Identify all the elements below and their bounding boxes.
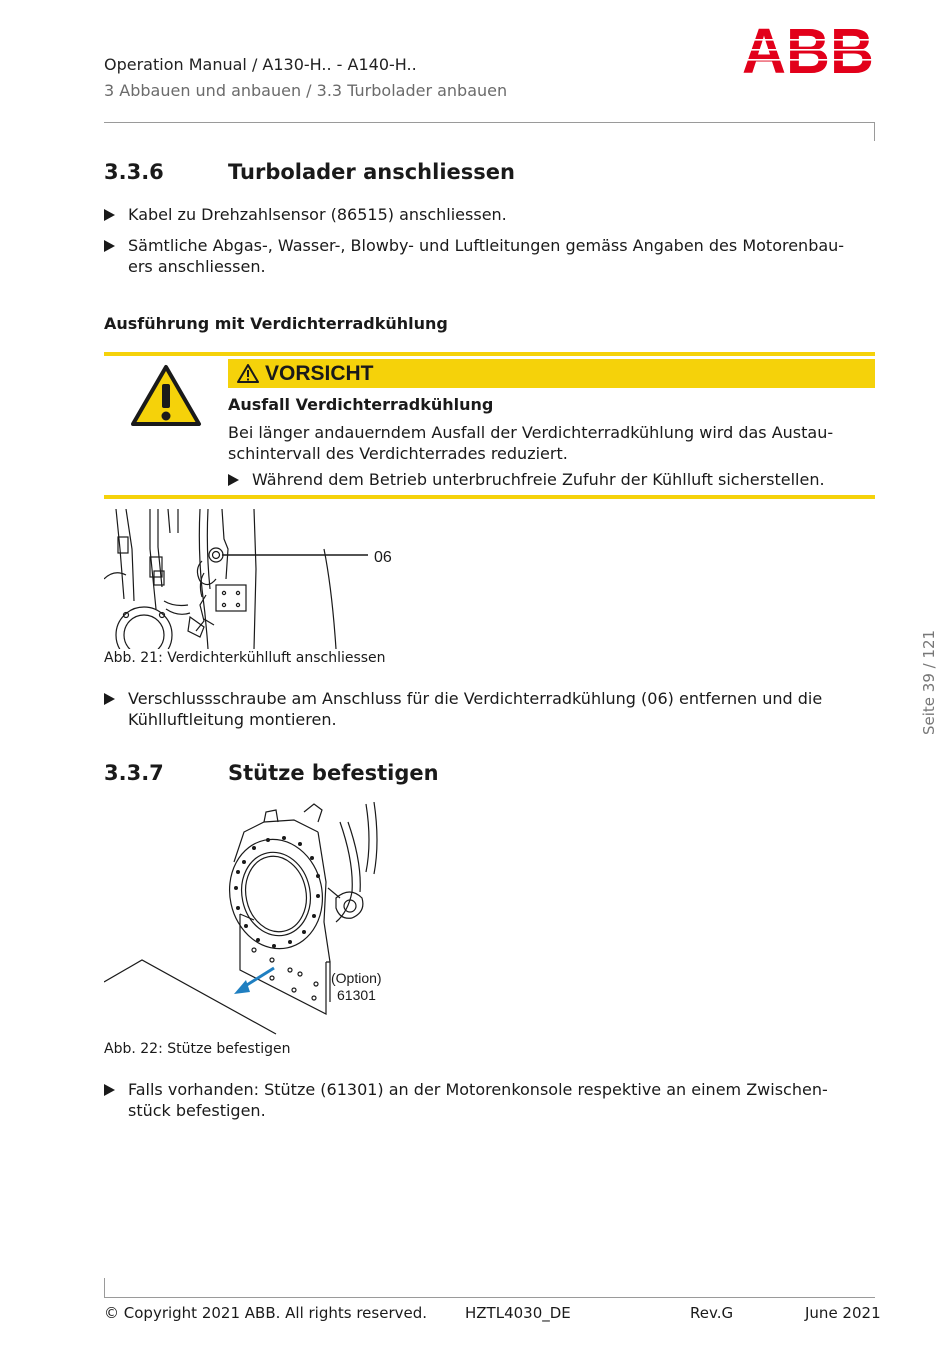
figure-21-caption: Abb. 21: Verdichterkühlluft anschliessen (104, 650, 386, 666)
figure-22-callout-option: (Option) (331, 970, 382, 986)
bullet-text: Sämtliche Abgas-, Wasser-, Blowby- und Luftleitungen gemäss Angaben des Motorenbau- (128, 236, 845, 255)
warning-action (228, 469, 873, 491)
warning-title: Ausfall Verdichterradkühlung (228, 395, 494, 414)
bullet-text: Verschlussschraube am Anschluss für die Verdichterradkühlung (06) entfernen und die (128, 689, 823, 708)
bullet-arrow-icon (104, 209, 115, 221)
footer-revision: Rev.G (690, 1304, 734, 1322)
bullet-text-continued: Kühlluftleitung montieren. (128, 710, 337, 729)
warning-triangle-icon (130, 364, 202, 428)
bullet-text: Falls vorhanden: Stütze (61301) an der Motorenkonsole respektive an einem Zwischen- (128, 1080, 828, 1099)
bullet-arrow-icon (104, 240, 115, 252)
section-title: Stütze befestigen (228, 761, 439, 785)
warning-action-text: Während dem Betrieb unterbruchfreie Zufuhr der Kühlluft sicherstellen. (252, 470, 825, 489)
warning-text-line: schintervall des Verdichterrades reduziert. (228, 444, 568, 463)
footer-rule-tick (104, 1278, 105, 1297)
warning-small-icon (236, 363, 260, 384)
figure-22-caption: Abb. 22: Stütze befestigen (104, 1041, 291, 1057)
warning-bottom-rule (104, 495, 875, 499)
figure-22-drawing (104, 802, 404, 1042)
footer-rule (104, 1297, 875, 1298)
section-number: 3.3.6 (104, 160, 164, 184)
warning-label: VORSICHT (265, 362, 374, 385)
header-rule-tick (874, 122, 875, 141)
section-number: 3.3.7 (104, 761, 164, 785)
section-title: Turbolader anschliessen (228, 160, 515, 184)
bullet-text-continued: ers anschliessen. (128, 257, 266, 276)
warning-text-line: Bei länger andauerndem Ausfall der Verdichterradkühlung wird das Austau- (228, 423, 834, 442)
bullet-arrow-icon (104, 1084, 115, 1096)
footer-doc-id: HZTL4030_DE (465, 1304, 571, 1322)
bullet-text: Kabel zu Drehzahlsensor (86515) anschliessen. (128, 205, 507, 224)
figure-21-drawing (104, 509, 484, 649)
bullet-item (104, 204, 874, 226)
bullet-item (104, 1079, 874, 1123)
header-breadcrumb: 3 Abbauen und anbauen / 3.3 Turbolader anbauen (104, 81, 508, 100)
bullet-arrow-icon (228, 474, 239, 486)
figure-21-callout: 06 (374, 549, 392, 566)
warning-top-rule (104, 352, 875, 356)
header-rule (104, 122, 874, 123)
footer-copyright: © Copyright 2021 ABB. All rights reserved. (104, 1304, 428, 1322)
bullet-item (104, 235, 874, 279)
subheading: Ausführung mit Verdichterradkühlung (104, 314, 448, 333)
abb-logo (741, 25, 875, 75)
figure-22-callout-number: 61301 (337, 987, 376, 1003)
bullet-arrow-icon (104, 693, 115, 705)
footer-date: June 2021 (805, 1304, 881, 1322)
bullet-item (104, 688, 874, 732)
page-number-vertical: Seite 39 / 121 (920, 629, 938, 735)
bullet-text-continued: stück befestigen. (128, 1101, 266, 1120)
header-title: Operation Manual / A130-H.. - A140-H.. (104, 55, 417, 74)
mounting-arrow-icon (234, 968, 274, 994)
warning-text (228, 422, 868, 464)
